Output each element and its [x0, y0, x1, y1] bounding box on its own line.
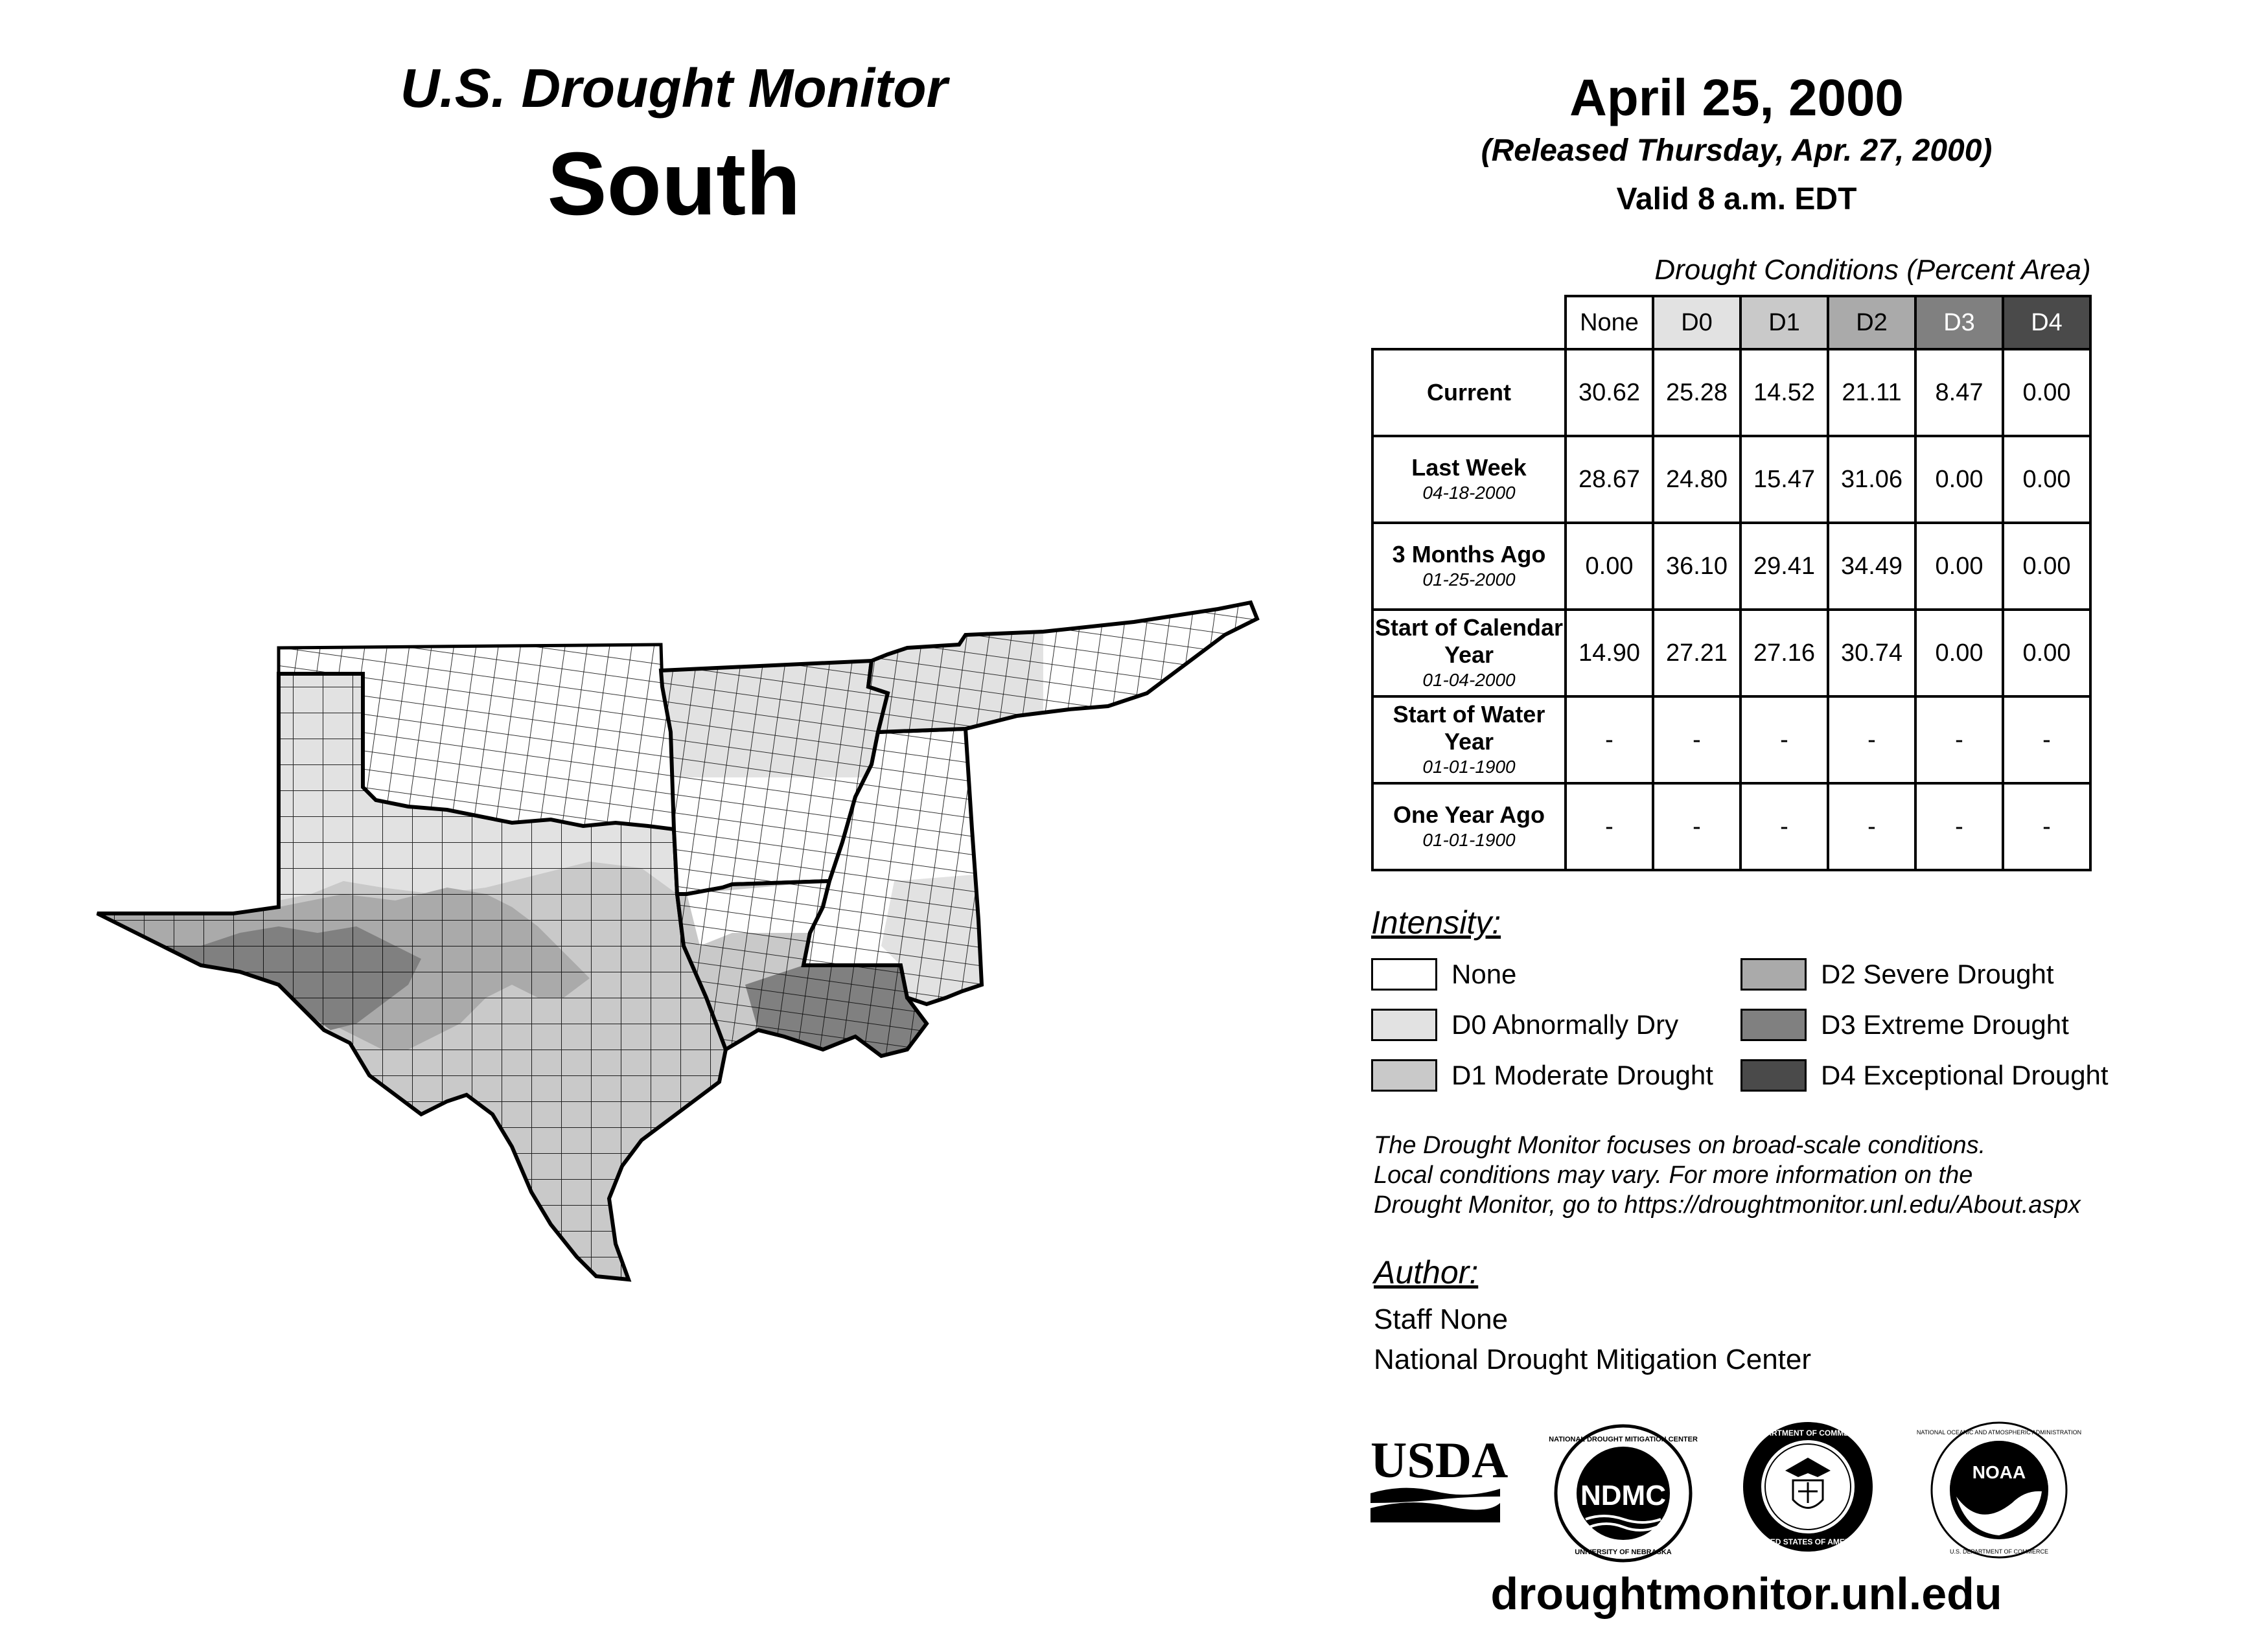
usda-logo [1370, 1432, 1509, 1529]
ndmc-logo [1549, 1422, 1698, 1565]
row-label-text: Start of Calendar Year [1374, 614, 1564, 668]
col-header-d1: D1 [1740, 296, 1828, 349]
legend-item-d3 [1740, 1007, 2069, 1042]
legend-label: D3 Extreme Drought [1821, 1009, 2069, 1040]
row-label-text: Current [1426, 379, 1511, 406]
legend-swatch [1371, 1009, 1437, 1041]
table-cell: - [1566, 783, 1653, 870]
table-row-one-year-ago [1372, 783, 2090, 870]
row-label-date: 01-01-1900 [1422, 830, 1516, 850]
row-label-text: One Year Ago [1393, 801, 1545, 828]
table-cell: 30.62 [1566, 349, 1653, 436]
ndmc-ring-text-bottom: UNIVERSITY OF NEBRASKA [1575, 1548, 1672, 1556]
commerce-ring-text: DEPARTMENT OF COMMERCE [1750, 1428, 1866, 1438]
table-cell: - [1915, 696, 2003, 783]
table-row-start-calendar-year [1372, 610, 2090, 696]
row-label [1372, 783, 1566, 870]
row-label-text: 3 Months Ago [1392, 541, 1546, 568]
table-cell: 27.16 [1740, 610, 1828, 696]
legend-item-none [1371, 957, 1516, 992]
table-cell: 29.41 [1740, 523, 1828, 610]
row-label [1372, 349, 1566, 436]
row-label [1372, 610, 1566, 696]
table-caption: Drought Conditions (Percent Area) [1654, 254, 2091, 286]
table-cell: - [2003, 783, 2090, 870]
table-cell: - [1653, 696, 1740, 783]
author-heading: Author: [1374, 1254, 1479, 1291]
table-cell: 0.00 [1915, 523, 2003, 610]
legend-item-d4 [1740, 1058, 2109, 1093]
table-cell: 34.49 [1828, 523, 1915, 610]
table-cell: 30.74 [1828, 610, 1915, 696]
table-cell: 14.52 [1740, 349, 1828, 436]
legend-label: D2 Severe Drought [1821, 959, 2054, 989]
noaa-logo [1916, 1419, 2082, 1561]
table-cell: - [1828, 783, 1915, 870]
col-header-d0: D0 [1653, 296, 1740, 349]
table-cell: 24.80 [1653, 436, 1740, 523]
legend-item-d0 [1371, 1007, 1678, 1042]
legend-label: None [1451, 959, 1517, 989]
drought-map [84, 583, 1270, 1296]
legend-swatch [1740, 1009, 1807, 1041]
valid-time: Valid 8 a.m. EDT [1616, 182, 1857, 216]
usda-logo-text: USDA [1370, 1432, 1509, 1488]
state-tennessee [868, 602, 1257, 732]
table-cell: 27.21 [1653, 610, 1740, 696]
row-label-date: 04-18-2000 [1422, 483, 1516, 503]
note-line: Drought Monitor, go to https://droughtmonitor.unl.edu/About.aspx [1374, 1191, 2081, 1219]
table-cell: 36.10 [1653, 523, 1740, 610]
legend-item-d1 [1371, 1058, 1713, 1093]
region-title: South [547, 134, 801, 234]
noaa-ring-text: NATIONAL OCEANIC AND ATMOSPHERIC ADMINISTRATION [1916, 1429, 2082, 1436]
author-name: Staff None [1374, 1303, 1509, 1335]
table-cell: 0.00 [2003, 349, 2090, 436]
legend-label: D0 Abnormally Dry [1451, 1009, 1679, 1040]
col-header-none: None [1566, 296, 1653, 349]
table-cell: 21.11 [1828, 349, 1915, 436]
col-header-d2: D2 [1828, 296, 1915, 349]
note-line: Local conditions may vary. For more information on the [1374, 1162, 1973, 1189]
table-cell: - [1653, 783, 1740, 870]
author-organization: National Drought Mitigation Center [1374, 1344, 1812, 1375]
col-header-d4: D4 [2003, 296, 2090, 349]
table-row-last-week [1372, 436, 2090, 523]
table-row-current [1372, 349, 2090, 436]
table-row-3-months-ago [1372, 523, 2090, 610]
legend-item-d2 [1740, 957, 2054, 992]
row-label-date: 01-25-2000 [1422, 569, 1516, 590]
table-header-row [1372, 296, 2090, 349]
table-cell: 0.00 [2003, 436, 2090, 523]
legend-label: D1 Moderate Drought [1451, 1060, 1713, 1090]
drought-stats-table [1371, 295, 2092, 871]
legend-swatch [1371, 958, 1437, 991]
table-cell: 25.28 [1653, 349, 1740, 436]
table-row-start-water-year [1372, 696, 2090, 783]
table-cell: 15.47 [1740, 436, 1828, 523]
table-cell: - [1566, 696, 1653, 783]
row-label-date: 01-04-2000 [1422, 670, 1516, 690]
table-cell: 0.00 [1915, 610, 2003, 696]
row-label [1372, 523, 1566, 610]
map-title: U.S. Drought Monitor [400, 58, 948, 119]
row-label [1372, 696, 1566, 783]
row-label-text: Start of Water Year [1393, 701, 1545, 755]
table-cell: 8.47 [1915, 349, 2003, 436]
table-cell: 0.00 [1915, 436, 2003, 523]
legend-swatch [1371, 1059, 1437, 1092]
note-line: The Drought Monitor focuses on broad-scale conditions. [1374, 1132, 1986, 1159]
table-cell: 14.90 [1566, 610, 1653, 696]
commerce-seal-logo [1740, 1419, 1876, 1555]
noaa-ring-text-bottom: U.S. DEPARTMENT OF COMMERCE [1949, 1548, 2049, 1555]
noaa-logo-text: NOAA [1972, 1462, 2026, 1482]
website-url: droughtmonitor.unl.edu [1490, 1568, 2002, 1619]
legend-label: D4 Exceptional Drought [1821, 1060, 2109, 1090]
table-corner [1372, 296, 1566, 349]
table-cell: 0.00 [2003, 610, 2090, 696]
table-cell: - [1828, 696, 1915, 783]
legend-heading: Intensity: [1371, 904, 1501, 941]
commerce-ring-text-bottom: UNITED STATES OF AMERICA [1752, 1537, 1864, 1546]
table-cell: 0.00 [2003, 523, 2090, 610]
map-date: April 25, 2000 [1569, 69, 1904, 126]
legend-swatch [1740, 1059, 1807, 1092]
row-label-text: Last Week [1411, 454, 1527, 481]
table-cell: 0.00 [1566, 523, 1653, 610]
col-header-d3: D3 [1915, 296, 2003, 349]
row-label-date: 01-01-1900 [1422, 757, 1516, 777]
table-cell: - [1740, 783, 1828, 870]
disclaimer-note [1374, 1130, 2125, 1220]
ndmc-ring-text: NATIONAL DROUGHT MITIGATION CENTER [1549, 1436, 1698, 1443]
table-cell: - [1915, 783, 2003, 870]
release-date: (Released Thursday, Apr. 27, 2000) [1481, 133, 1993, 168]
table-cell: - [2003, 696, 2090, 783]
ndmc-logo-text: NDMC [1580, 1480, 1666, 1511]
table-cell: - [1740, 696, 1828, 783]
table-cell: 31.06 [1828, 436, 1915, 523]
row-label [1372, 436, 1566, 523]
legend-swatch [1740, 958, 1807, 991]
table-cell: 28.67 [1566, 436, 1653, 523]
